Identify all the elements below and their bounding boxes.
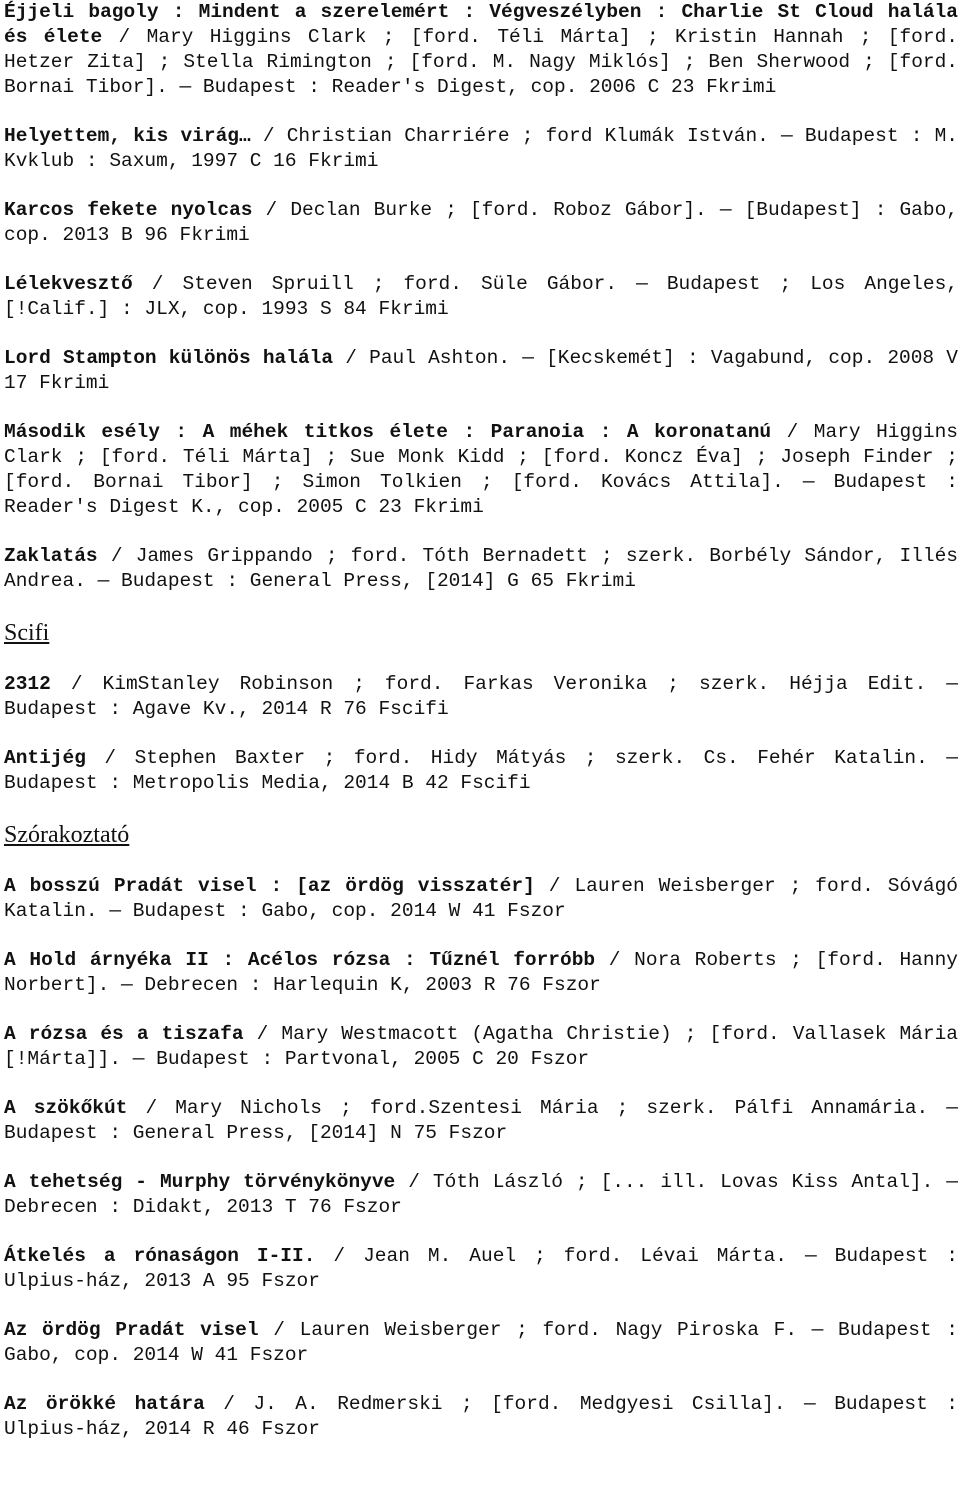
catalog-entry (4, 874, 958, 924)
catalog-entry (4, 420, 958, 520)
entry-title: Második esély : A méhek titkos élete : Paranoia : A koronatanú (4, 421, 772, 443)
entry-title: A tehetség - Murphy törvénykönyve (4, 1171, 396, 1193)
catalog-entry (4, 746, 958, 796)
entry-title: Karcos fekete nyolcas (4, 199, 253, 221)
catalog-document (4, 0, 958, 1466)
entry-details: / Lauren Weisberger ; ford. Sóvágó Katalin. — Budapest : Gabo, cop. 2014 W 41 Fszor (4, 875, 958, 922)
entry-title: Helyettem, kis virág… (4, 125, 251, 147)
entry-title: A rózsa és a tiszafa (4, 1023, 244, 1045)
entry-title: A szökőkút (4, 1097, 128, 1119)
section-heading: Scifi (4, 620, 50, 646)
entry-details: / Jean M. Auel ; ford. Lévai Márta. — Budapest : Ulpius-ház, 2013 A 95 Fszor (4, 1245, 958, 1292)
catalog-entry (4, 198, 958, 248)
entry-details: / Tóth László ; [... ill. Lovas Kiss Antal]. — Debrecen : Didakt, 2013 T 76 Fszor (4, 1171, 958, 1218)
catalog-entry (4, 672, 958, 722)
entry-details: / Mary Higgins Clark ; [ford. Téli Márta] ; Sue Monk Kidd ; [ford. Koncz Éva] ; Joseph Finder ; [ford. Bornai Tibor] ; Simon Tolkien ; [ford. Kovács Attila]. — Budapest : Reader's Digest K., cop. 2005 C 23 Fkrimi (4, 421, 958, 518)
entry-title: Zaklatás (4, 545, 98, 567)
entry-title: Éjjeli bagoly : Mindent a szerelemért : Végveszélyben : Charlie St Cloud halála és élete (4, 1, 958, 48)
entry-details: / J. A. Redmerski ; [ford. Medgyesi Csilla]. — Budapest : Ulpius-ház, 2014 R 46 Fszor (4, 1393, 958, 1440)
entry-title: Antijég (4, 747, 86, 769)
catalog-entry (4, 1244, 958, 1294)
entry-details: / Steven Spruill ; ford. Süle Gábor. — Budapest ; Los Angeles, [!Calif.] : JLX, cop. 1993 S 84 Fkrimi (4, 273, 958, 320)
entry-title: A Hold árnyéka II : Acélos rózsa : Tűznél forróbb (4, 949, 596, 971)
catalog-entry (4, 0, 958, 100)
entry-details: / Mary Nichols ; ford.Szentesi Mária ; szerk. Pálfi Annamária. — Budapest : General Press, [2014] N 75 Fszor (4, 1097, 958, 1144)
entry-title: Az ördög Pradát visel (4, 1319, 259, 1341)
entry-details: / KimStanley Robinson ; ford. Farkas Veronika ; szerk. Héjja Edit. — Budapest : Agave Kv., 2014 R 76 Fscifi (4, 673, 958, 720)
catalog-entry (4, 544, 958, 594)
catalog-entry (4, 1096, 958, 1146)
catalog-entry (4, 124, 958, 174)
section-heading: Szórakoztató (4, 822, 130, 848)
catalog-entry (4, 272, 958, 322)
catalog-entry (4, 346, 958, 396)
entry-details: / James Grippando ; ford. Tóth Bernadett ; szerk. Borbély Sándor, Illés Andrea. — Budapest : General Press, [2014] G 65 Fkrimi (4, 545, 958, 592)
entry-details: / Paul Ashton. — [Kecskemét] : Vagabund, cop. 2008 V 17 Fkrimi (4, 347, 959, 394)
entry-details: / Lauren Weisberger ; ford. Nagy Piroska F. — Budapest : Gabo, cop. 2014 W 41 Fszor (4, 1319, 958, 1366)
entry-details: / Declan Burke ; [ford. Roboz Gábor]. — [Budapest] : Gabo, cop. 2013 B 96 Fkrimi (4, 199, 958, 246)
entry-title: Lord Stampton különös halála (4, 347, 334, 369)
entry-details: / Mary Higgins Clark ; [ford. Téli Márta] ; Kristin Hannah ; [ford. Hetzer Zita] ; Stella Rimington ; [ford. M. Nagy Miklós] ; Ben Sherwood ; [ford. Bornai Tibor]. — Budapest : Reader's Digest, cop. 2006 C 23 Fkrimi (4, 26, 958, 98)
catalog-entry (4, 1318, 958, 1368)
entry-details: / Nora Roberts ; [ford. Hanny Norbert]. — Debrecen : Harlequin K, 2003 R 76 Fszor (4, 949, 958, 996)
entry-details: / Mary Westmacott (Agatha Christie) ; [ford. Vallasek Mária [!Márta]]. — Budapest : Partvonal, 2005 C 20 Fszor (4, 1023, 958, 1070)
entry-title: Lélekvesztő (4, 273, 133, 295)
catalog-entry (4, 1392, 958, 1442)
entry-details: / Stephen Baxter ; ford. Hidy Mátyás ; szerk. Cs. Fehér Katalin. — Budapest : Metropolis Media, 2014 B 42 Fscifi (4, 747, 958, 794)
entry-title: A bosszú Pradát visel : [az ördög visszatér] (4, 875, 535, 897)
entry-title: Az örökké határa (4, 1393, 205, 1415)
catalog-entry (4, 1022, 958, 1072)
entry-details: / Christian Charriére ; ford Klumák István. — Budapest : M. Kvklub : Saxum, 1997 C 16 Fkrimi (4, 125, 958, 172)
entry-title: 2312 (4, 673, 51, 695)
catalog-entry (4, 948, 958, 998)
catalog-entry (4, 1170, 958, 1220)
entry-title: Átkelés a rónaságon I-II. (4, 1245, 316, 1267)
